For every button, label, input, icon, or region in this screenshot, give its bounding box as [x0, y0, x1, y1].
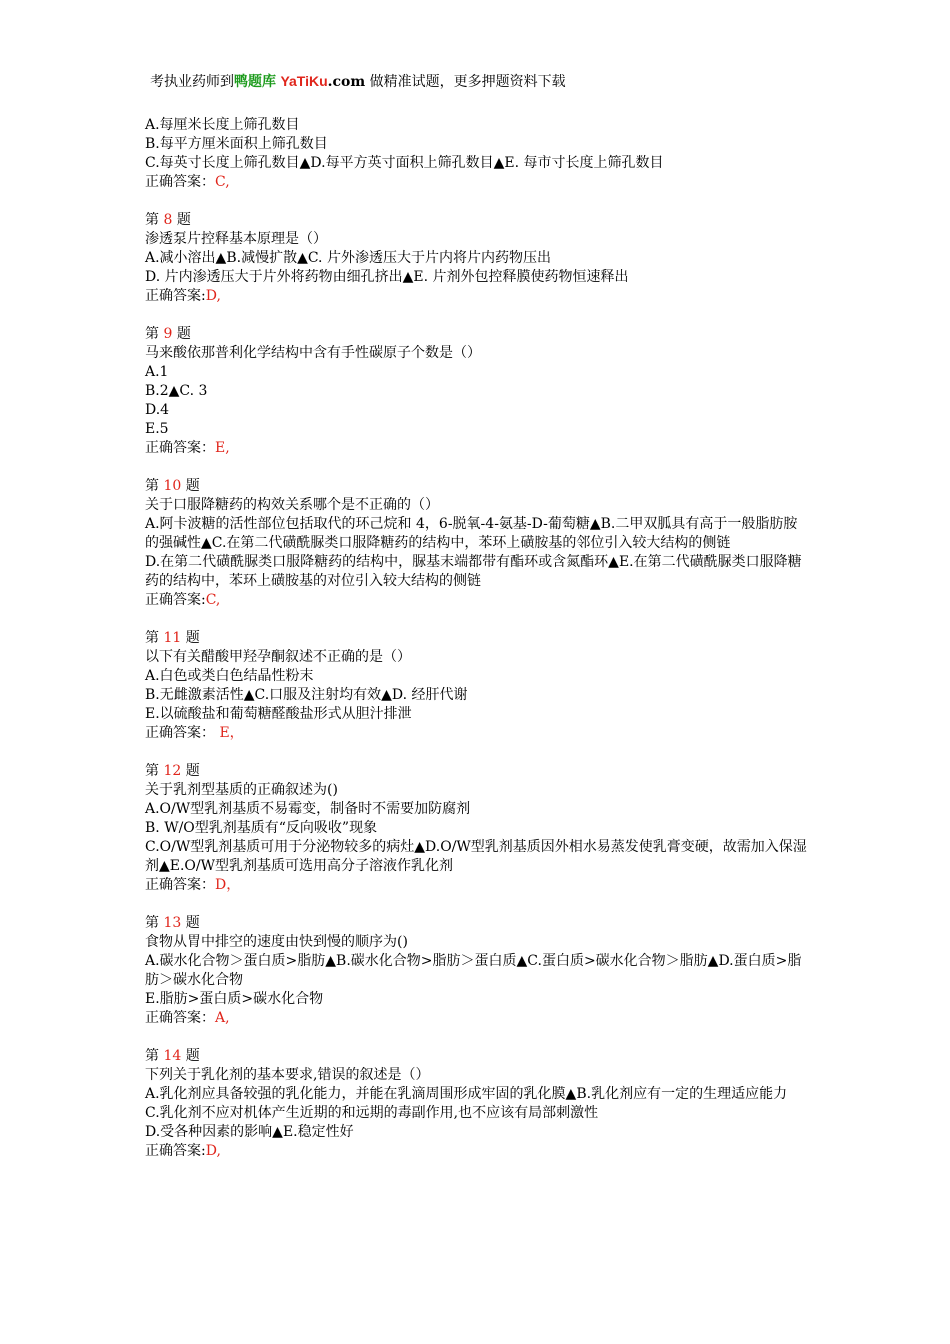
answer-label: 正确答案： — [145, 1010, 215, 1026]
question-number-suffix: 题 — [172, 326, 191, 342]
question-stem: 马来酸依那普利化学结构中含有手性碳原子个数是（） — [145, 345, 481, 361]
brand-domain[interactable]: .com — [327, 74, 366, 90]
question-number — [145, 629, 810, 648]
question-stem: 下列关于乳化剂的基本要求,错误的叙述是（） — [145, 1067, 430, 1083]
option-line: A.阿卡波糖的活性部位包括取代的环己烷和 4，6-脱氧-4-氨基-D-葡萄糖▲B.二甲双胍具有高于一般脂肪胺的强碱性▲C.在第二代磺酰脲类口服降糖药的结构中，苯环上磺胺基的邻位引入较大结构的侧链 — [145, 516, 798, 551]
option-line: B. W/O型乳剂基质有“反向吸收”现象 — [145, 820, 378, 836]
option-line: D.在第二代磺酰脲类口服降糖药的结构中，脲基末端都带有酯环或含氮酯环▲E.在第二代磺酰脲类口服降糖药的结构中，苯环上磺胺基的对位引入较大结构的侧链 — [145, 554, 802, 589]
question-number-value: 10 — [163, 478, 182, 494]
question-number-suffix: 题 — [181, 630, 200, 646]
question-number — [145, 211, 810, 230]
option-line: E.脂肪>蛋白质>碳水化合物 — [145, 991, 324, 1007]
question-number-suffix: 题 — [181, 478, 200, 494]
option-line: A.碳水化合物＞蛋白质>脂肪▲B.碳水化合物>脂肪＞蛋白质▲C.蛋白质>碳水化合物＞脂肪▲D.蛋白质>脂肪＞碳水化合物 — [145, 953, 802, 988]
question-number-suffix: 题 — [172, 212, 191, 228]
question-stem: 关于口服降糖药的构效关系哪个是不正确的（） — [145, 497, 439, 513]
answer-label: 正确答案： — [145, 440, 215, 456]
answer-label: 正确答案: — [145, 288, 206, 304]
answer-value: D， — [215, 877, 241, 893]
answer-label: 正确答案： — [145, 877, 215, 893]
answer-value: C, — [215, 174, 230, 190]
question-number — [145, 762, 810, 781]
answer-line — [145, 591, 810, 610]
question-number — [145, 914, 810, 933]
option-line: E.5 — [145, 421, 169, 437]
question-stem: 关于乳剂型基质的正确叙述为() — [145, 782, 338, 798]
option-line: A.1 — [145, 364, 169, 380]
answer-label: 正确答案： — [145, 725, 215, 741]
option-line: C.O/W型乳剂基质可用于分泌物较多的病灶▲D.O/W型乳剂基质因外相水易蒸发使乳膏变硬，故需加入保湿剂▲E.O/W型乳剂基质可选用高分子溶液作乳化剂 — [145, 839, 807, 874]
answer-value: D, — [205, 288, 221, 304]
question-number — [145, 1047, 810, 1066]
question-stem: 渗透泵片控释基本原理是（） — [145, 231, 327, 247]
question-number-prefix: 第 — [145, 630, 164, 646]
question-stem: 食物从胃中排空的速度由快到慢的顺序为() — [145, 934, 408, 950]
option-line: B.2▲C. 3 — [145, 383, 208, 399]
question-number-value: 8 — [163, 212, 173, 228]
question-number-suffix: 题 — [181, 915, 200, 931]
question-block — [145, 629, 810, 743]
answer-label: 正确答案： — [145, 174, 215, 190]
option-line: D.4 — [145, 402, 170, 418]
question-number-value: 9 — [163, 326, 173, 342]
question-number-suffix: 题 — [181, 763, 200, 779]
question-block — [145, 211, 810, 306]
answer-value: C, — [205, 592, 221, 608]
brand-name-en[interactable]: YaTiKu — [280, 73, 328, 89]
header-prefix: 考执业药师到 — [150, 74, 234, 90]
option-line: B.每平方厘米面积上筛孔数目 — [145, 136, 328, 152]
option-line: D.受各种因素的影响▲E.稳定性好 — [145, 1124, 354, 1140]
question-block — [145, 914, 810, 1028]
answer-label: 正确答案: — [145, 1143, 206, 1159]
answer-value: A, — [215, 1010, 230, 1026]
question-block — [145, 1047, 810, 1161]
question-number-prefix: 第 — [145, 478, 164, 494]
question-block — [145, 762, 810, 895]
question-number-prefix: 第 — [145, 763, 164, 779]
option-line: C.每英寸长度上筛孔数目▲D.每平方英寸面积上筛孔数目▲E. 每市寸长度上筛孔数目 — [145, 155, 664, 171]
answer-value: D, — [205, 1143, 221, 1159]
brand-name-cn[interactable]: 鸭题库 — [234, 74, 276, 90]
question-number-value: 13 — [163, 915, 182, 931]
question-stem: 以下有关醋酸甲羟孕酮叙述不正确的是（） — [145, 649, 411, 665]
answer-line — [145, 724, 810, 743]
question-number — [145, 477, 810, 496]
question-number-value: 12 — [163, 763, 182, 779]
answer-line — [145, 876, 810, 895]
answer-line — [145, 287, 810, 306]
option-line: D. 片内渗透压大于片外将药物由细孔挤出▲E. 片剂外包控释膜使药物恒速释出 — [145, 269, 629, 285]
option-line: A.乳化剂应具备较强的乳化能力，并能在乳滴周围形成牢固的乳化膜▲B.乳化剂应有一定的生理适应能力 — [145, 1086, 788, 1102]
header-suffix: 做精准试题，更多押题资料下载 — [369, 74, 566, 90]
question-number-prefix: 第 — [145, 326, 164, 342]
question-number-value: 11 — [163, 630, 182, 646]
answer-line — [145, 173, 810, 192]
page-header — [150, 72, 910, 91]
answer-value: E, — [215, 440, 230, 456]
question-number-prefix: 第 — [145, 212, 164, 228]
answer-line — [145, 1009, 810, 1028]
option-line: B.无雌激素活性▲C.口服及注射均有效▲D. 经肝代谢 — [145, 687, 468, 703]
answer-line — [145, 439, 810, 458]
question-block — [145, 477, 810, 610]
question-number-value: 14 — [163, 1048, 182, 1064]
answer-value: E， — [215, 725, 244, 741]
question-block — [145, 116, 810, 192]
option-line: A.减小溶出▲B.减慢扩散▲C. 片外渗透压大于片内将片内药物压出 — [145, 250, 551, 266]
question-number — [145, 325, 810, 344]
question-number-prefix: 第 — [145, 915, 164, 931]
answer-label: 正确答案: — [145, 592, 206, 608]
option-line: A.O/W型乳剂基质不易霉变，制备时不需要加防腐剂 — [145, 801, 471, 817]
question-number-prefix: 第 — [145, 1048, 164, 1064]
question-block — [145, 325, 810, 458]
answer-line — [145, 1142, 810, 1161]
option-line: C.乳化剂不应对机体产生近期的和远期的毒副作用,也不应该有局部刺激性 — [145, 1105, 599, 1121]
question-list — [145, 116, 810, 1161]
option-line: E.以硫酸盐和葡萄糖醛酸盐形式从胆汁排泄 — [145, 706, 412, 722]
option-line: A.每厘米长度上筛孔数目 — [145, 117, 300, 133]
question-number-suffix: 题 — [181, 1048, 200, 1064]
option-line: A.白色或类白色结晶性粉末 — [145, 668, 314, 684]
